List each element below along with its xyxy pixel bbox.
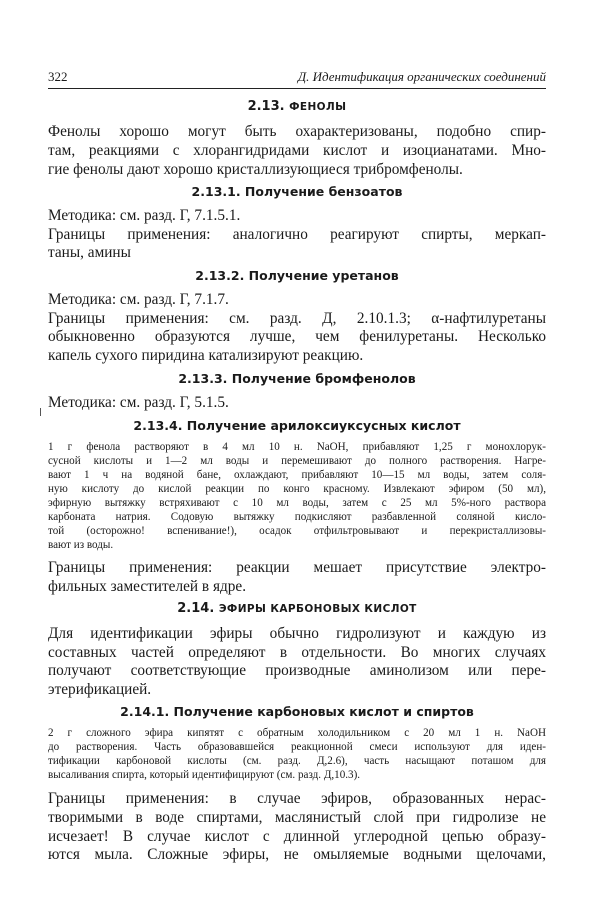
paragraph-line: Фенолы хорошо могут быть охарактеризованы, подобно спир-: [48, 123, 546, 140]
paragraph-line: Границы применения: реакции мешает присутствие электро-: [48, 559, 546, 576]
page-number: 322: [48, 69, 68, 84]
procedure-line: до растворения. Часть образовавшейся реакционной смеси используют для иден-: [48, 741, 546, 753]
paragraph-line: таны, амины: [48, 244, 131, 261]
paragraph-line: Границы применения: аналогично реагируют спирты, меркап-: [48, 226, 546, 243]
procedure-line: карбоната натрия. Содовую вытяжку подкисляют разбавленной соляной кисло-: [48, 511, 546, 523]
paragraph-line: Методика: см. разд. Г, 5.1.5.: [48, 394, 229, 411]
scan-mark: [40, 408, 43, 416]
section-heading-2-13-4: 2.13.4. Получение арилоксиуксусных кислот: [133, 418, 461, 433]
running-title: Д. Идентификация органических соединений: [297, 69, 546, 84]
procedure-line: ную кислоту до кислой реакции по конго красному. Извлекают эфиром (50 мл),: [48, 483, 546, 495]
procedure-line: 2 г сложного эфира кипятят с обратным холодильником с 20 мл 1 н. NaOH: [48, 727, 546, 739]
section-heading-2-14: 2.14. ЭФИРЫ КАРБОНОВЫХ КИСЛОТ: [177, 601, 417, 616]
section-heading-2-13-2: 2.13.2. Получение уретанов: [195, 268, 399, 283]
paragraph-line: ются мыла. Сложные эфиры, не омыляемые водными щелочами,: [48, 846, 546, 863]
procedure-line: 1 г фенола растворяют в 4 мл 10 н. NaOH, прибавляют 1,25 г монохлорук-: [48, 441, 546, 453]
paragraph-line: получают соответствующие производные аминолизом или пере-: [48, 662, 546, 679]
paragraph-line: исчезает! В случае кислот с длинной углеродной цепью образу-: [48, 828, 546, 845]
procedure-line: эфирную вытяжку встряхивают с 10 мл воды, затем с 25 мл 5%-ного раствора: [48, 497, 546, 509]
paragraph-line: Методика: см. разд. Г, 7.1.7.: [48, 291, 229, 308]
paragraph-line: гие фенолы дают хорошо кристаллизующиеся трибромфенолы.: [48, 161, 463, 178]
procedure-line: сусной кислоты и 1—2 мл воды и перемешивают до полного растворения. Нагре-: [48, 455, 546, 467]
paragraph-line: творимыми в воде спиртами, маслянистый слой при гидролизе не: [48, 809, 546, 826]
section-heading-2-13-1: 2.13.1. Получение бензоатов: [191, 184, 403, 199]
page-header: [48, 70, 546, 89]
section-heading-2-13: 2.13. ФЕНОЛЫ: [247, 99, 347, 114]
paragraph-line: Границы применения: в случае эфиров, образованных нерас-: [48, 790, 546, 807]
paragraph-line: Для идентификации эфиры обычно гидролизуют и каждую из: [48, 625, 546, 642]
procedure-line: тификации карбоновой кислоты (см. разд. Д,2.6), часть насыщают поташом для: [48, 755, 546, 767]
paragraph-line: там, реакциями с хлорангидридами кислот и изоцианатами. Мно-: [48, 142, 546, 159]
procedure-line: вают 1 ч на водяной бане, охлаждают, прибавляют 10—15 мл воды, затем соля-: [48, 469, 546, 481]
procedure-line: вают из воды.: [48, 539, 114, 551]
paragraph-line: фильных заместителей в ядре.: [48, 578, 247, 595]
procedure-line: высаливания спирта, который идентифицируют (см. разд. Д,10.3).: [48, 769, 361, 781]
paragraph-line: обыкновенно образуются лучше, чем фенилуретаны. Несколько: [48, 328, 546, 345]
paragraph-line: Методика: см. разд. Г, 7.1.5.1.: [48, 207, 241, 224]
paragraph-line: составных частей определяют в отдельности. Во многих случаях: [48, 644, 546, 661]
section-heading-2-13-3: 2.13.3. Получение бромфенолов: [178, 371, 416, 386]
paragraph-line: капель сухого пиридина катализируют реакцию.: [48, 347, 364, 364]
procedure-line: той (осторожно! вспенивание!), осадок отфильтровывают и перекристаллизовы-: [48, 525, 546, 537]
paragraph-line: Границы применения: см. разд. Д, 2.10.1.3; α-нафтилуретаны: [48, 310, 546, 327]
section-heading-2-14-1: 2.14.1. Получение карбоновых кислот и спиртов: [120, 704, 474, 719]
paragraph-line: этерификацией.: [48, 681, 152, 698]
